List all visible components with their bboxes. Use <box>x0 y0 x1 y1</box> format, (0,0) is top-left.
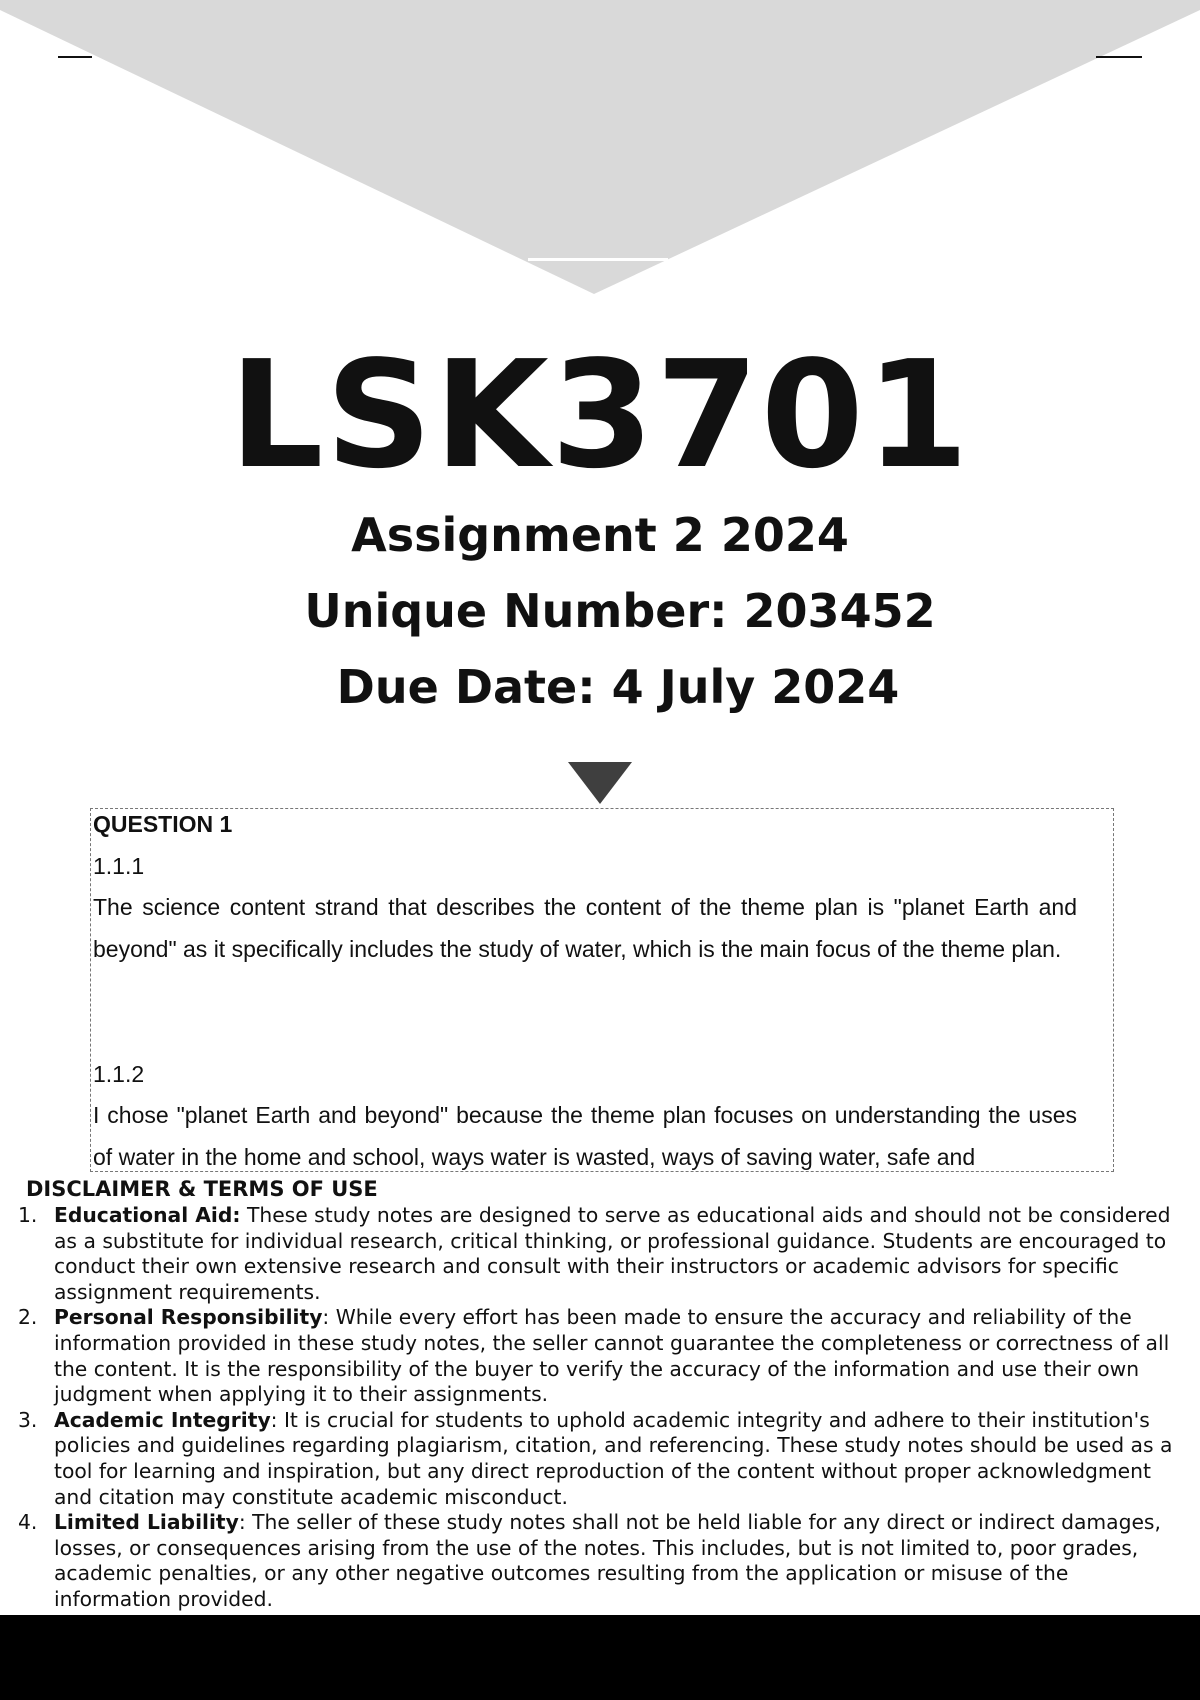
term-number: 2. <box>18 1305 38 1330</box>
terms-list <box>18 1203 1188 1613</box>
unique-number: Unique Number: 203452 <box>304 584 936 638</box>
term-number: 1. <box>18 1203 38 1227</box>
corner-line-left <box>58 56 92 58</box>
course-code: LSK3701 <box>229 329 971 501</box>
question-part-text: The science content strand that describes the content of the theme plan is "planet Earth and beyond" as it specifically includes the study of water, which is the main focus of the theme plan. <box>93 894 1077 962</box>
due-date: Due Date: 4 July 2024 <box>336 660 900 714</box>
question-preview-box <box>90 808 1114 1172</box>
term-text: : While every effort has been made to ensure the accuracy and reliability of the information provided in these study notes, the seller cannot guarantee the completeness or correctness of all the content. It is the responsibility of the buyer to verify the accuracy of the information and use their own judgment when applying it to their assignments. <box>54 1305 1170 1407</box>
term-text: : The seller of these study notes shall not be held liable for any direct or indirect damages, losses, or consequences arising from the use of the notes. This includes, but is not limited to, poor grades, academic penalties, or any other negative outcomes resulting from the application or misuse of the information provided. <box>54 1510 1161 1611</box>
question-part-number: 1.1.2 <box>93 1061 145 1087</box>
term-number: 4. <box>18 1510 38 1535</box>
term-label: Personal Responsibility <box>54 1305 323 1330</box>
down-arrow-icon <box>568 762 632 804</box>
term-item <box>18 1408 1188 1510</box>
term-item <box>18 1203 1188 1305</box>
corner-line-right <box>1096 56 1142 58</box>
bottom-bar <box>0 1615 1200 1700</box>
term-label: Educational Aid: <box>54 1203 241 1227</box>
question-part-number: 1.1.1 <box>93 853 145 879</box>
assignment-title: Assignment 2 2024 <box>351 508 849 562</box>
question-part-text: I chose "planet Earth and beyond" because the theme plan focuses on understanding the uses of water in the home and school, ways water is wasted, ways of saving water, safe and <box>93 1102 1077 1170</box>
term-text: : It is crucial for students to uphold academic integrity and adhere to their institution's policies and guidelines regarding plagiarism, citation, and referencing. These study notes should be used as a tool for learning and inspiration, but any direct reproduction of the content without proper acknowledgment and citation may constitute academic misconduct. <box>54 1407 1173 1509</box>
term-item <box>18 1510 1188 1612</box>
term-item <box>18 1305 1188 1407</box>
term-text: These study notes are designed to serve as educational aids and should not be considered as a substitute for individual research, critical thinking, or professional guidance. Students are encouraged to conduct their own extensive research and consult with their instructors or academic advisors for specific assignment requirements. <box>54 1203 1171 1304</box>
disclaimer-title: DISCLAIMER & TERMS OF USE <box>26 1177 378 1201</box>
term-label: Limited Liability <box>54 1510 239 1535</box>
term-number: 3. <box>18 1407 38 1432</box>
question-title: QUESTION 1 <box>93 811 233 837</box>
chevron-banner <box>0 0 1200 300</box>
term-label: Academic Integrity <box>54 1407 271 1432</box>
